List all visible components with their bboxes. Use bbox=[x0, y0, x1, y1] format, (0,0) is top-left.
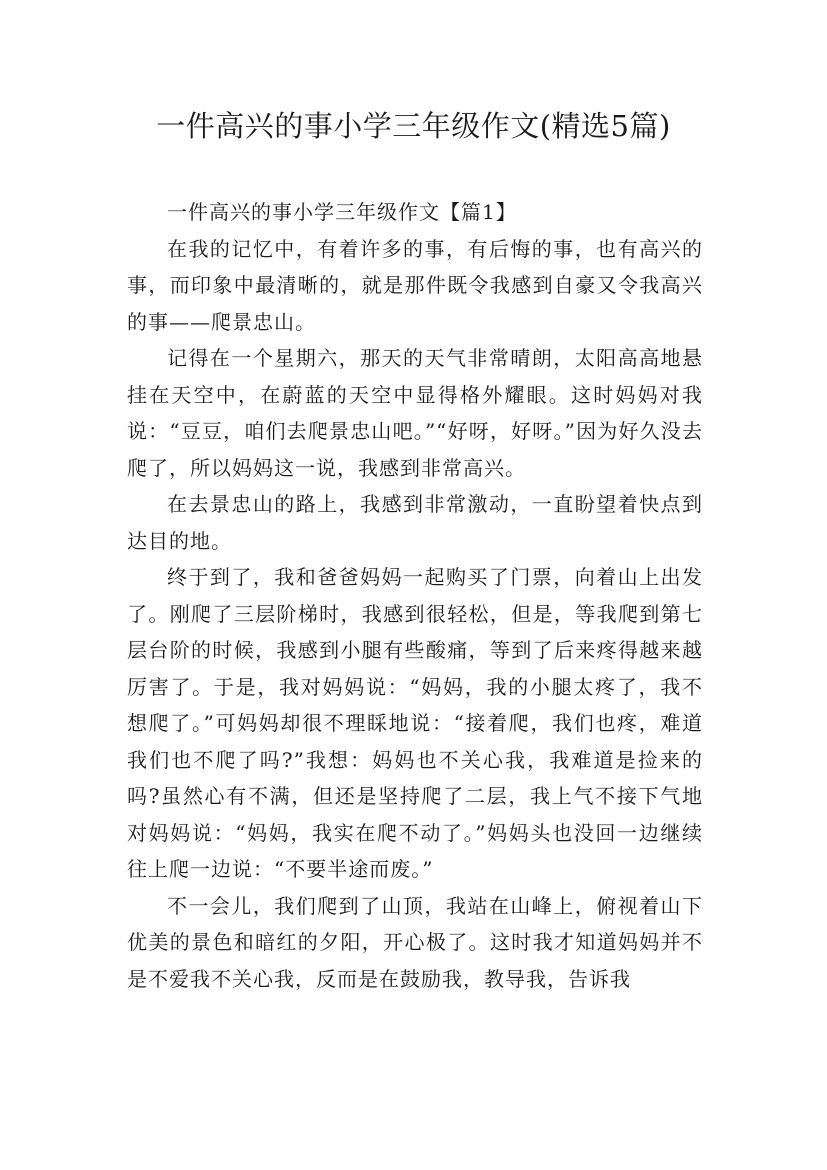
paragraph: 终于到了，我和爸爸妈妈一起购买了门票，向着山上出发了。刚爬了三层阶梯时，我感到很轻松，但是，等我爬到第七层台阶的时候，我感到小腿有些酸痛，等到了后来疼得越来越厉害了。于是，我对妈妈说：“妈妈，我的小腿太疼了，我不想爬了。”可妈妈却很不理睬地说：“接着爬，我们也疼，难道我们也不爬了吗?”我想：妈妈也不关心我，我难道是捡来的吗?虽然心有不满，但还是坚持爬了二层，我上气不接下气地对妈妈说：“妈妈，我实在爬不动了。”妈妈头也没回一边继续往上爬一边说：“不要半途而废。” bbox=[127, 565, 703, 881]
document-body bbox=[127, 194, 703, 997]
section-heading: 一件高兴的事小学三年级作文【篇1】 bbox=[167, 200, 517, 224]
paragraph: 在去景忠山的路上，我感到非常激动，一直盼望着快点到达目的地。 bbox=[127, 492, 703, 553]
paragraph: 不一会儿，我们爬到了山顶，我站在山峰上，俯视着山下优美的景色和暗红的夕阳，开心极了。这时我才知道妈妈并不是不爱我不关心我，反而是在鼓励我，教导我，告诉我 bbox=[127, 893, 703, 991]
paragraph: 记得在一个星期六，那天的天气非常晴朗，太阳高高地悬挂在天空中，在蔚蓝的天空中显得格外耀眼。这时妈妈对我说：“豆豆，咱们去爬景忠山吧。”“好呀，好呀。”因为好久没去爬了，所以妈妈这一说，我感到非常高兴。 bbox=[127, 346, 703, 480]
paragraph: 在我的记忆中，有着许多的事，有后悔的事，也有高兴的事，而印象中最清晰的，就是那件既令我感到自豪又令我高兴的事——爬景忠山。 bbox=[127, 236, 703, 334]
document-title: 一件高兴的事小学三年级作文(精选5篇) bbox=[156, 109, 671, 143]
